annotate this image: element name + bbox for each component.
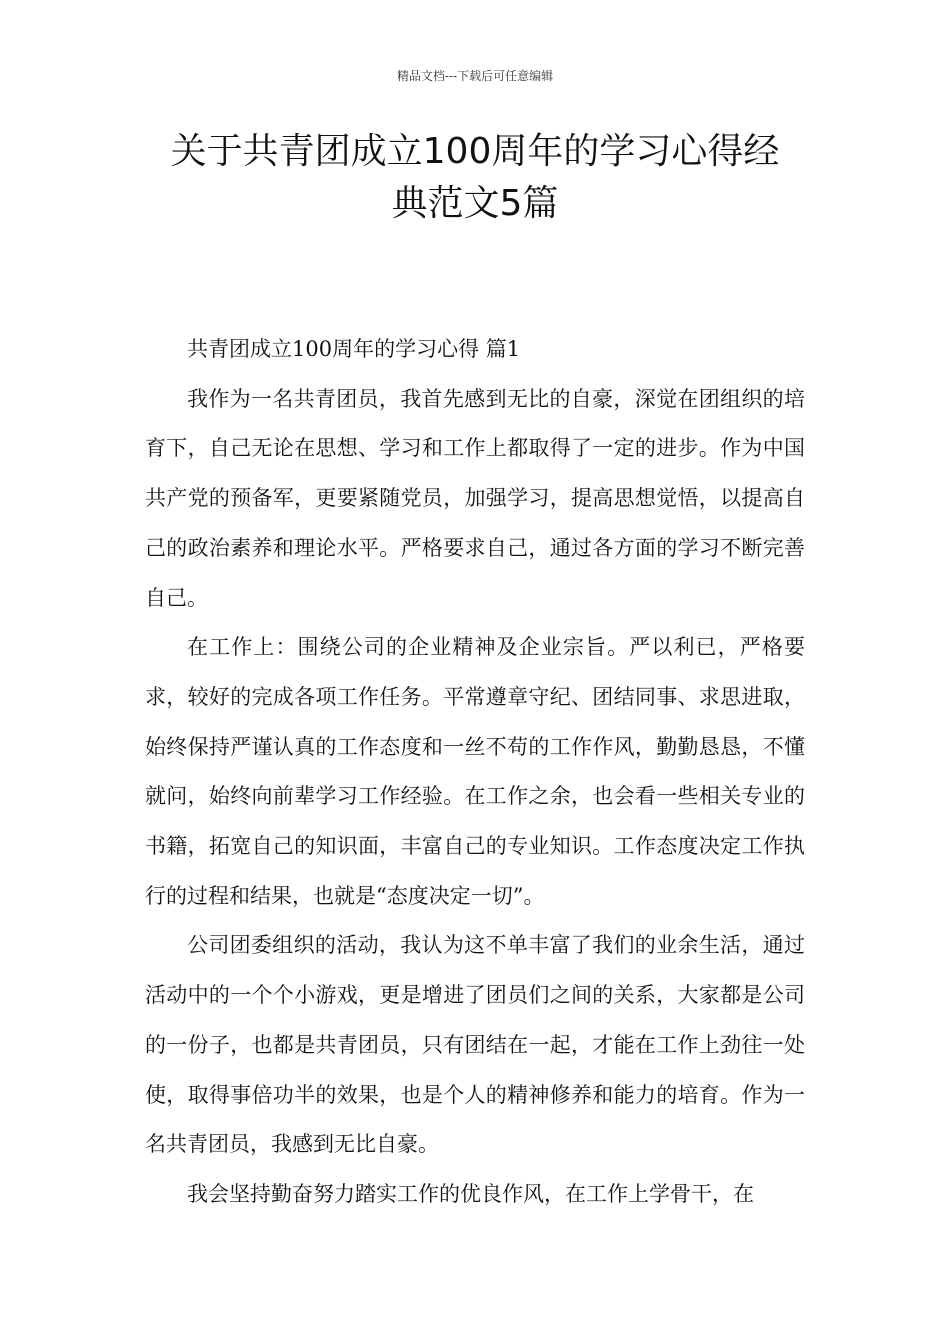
document-title [120, 126, 830, 230]
document-body [145, 325, 805, 1220]
title-line-1: 关于共青团成立100周年的学习心得经 [170, 131, 780, 172]
section-heading: 共青团成立100周年的学习心得 篇1 [187, 337, 521, 361]
paragraph-1: 我作为一名共青团员，我首先感到无比的自豪，深觉在团组织的培育下，自己无论在思想、学习和工作上都取得了一定的进步。作为中国共产党的预备军，更要紧随党员，加强学习，提高思想觉悟，以提高自己的政治素养和理论水平。严格要求自己，通过各方面的学习不断完善自己。 [145, 386, 805, 610]
paragraph-3: 公司团委组织的活动，我认为这不单丰富了我们的业余生活，通过活动中的一个个小游戏，更是增进了团员们之间的关系，大家都是公司的一份子，也都是共青团员，只有团结在一起，才能在工作上劲往一处使，取得事倍功半的效果，也是个人的精神修养和能力的培育。作为一名共青团员，我感到无比自豪。 [145, 933, 805, 1157]
paragraph-2: 在工作上：围绕公司的企业精神及企业宗旨。严以利已，严格要求，较好的完成各项工作任务。平常遵章守纪、团结同事、求思进取，始终保持严谨认真的工作态度和一丝不苟的工作作风，勤勤恳恳，不懂就问，始终向前辈学习工作经验。在工作之余，也会看一些相关专业的书籍，拓宽自己的知识面，丰富自己的专业知识。工作态度决定工作执行的过程和结果，也就是“态度决定一切”。 [145, 635, 805, 908]
paragraph-4: 我会坚持勤奋努力踏实工作的优良作风，在工作上学骨干，在 [187, 1181, 754, 1206]
header-note: 精品文档---下载后可任意编辑 [396, 69, 554, 83]
title-line-2: 典范文5篇 [391, 183, 559, 224]
